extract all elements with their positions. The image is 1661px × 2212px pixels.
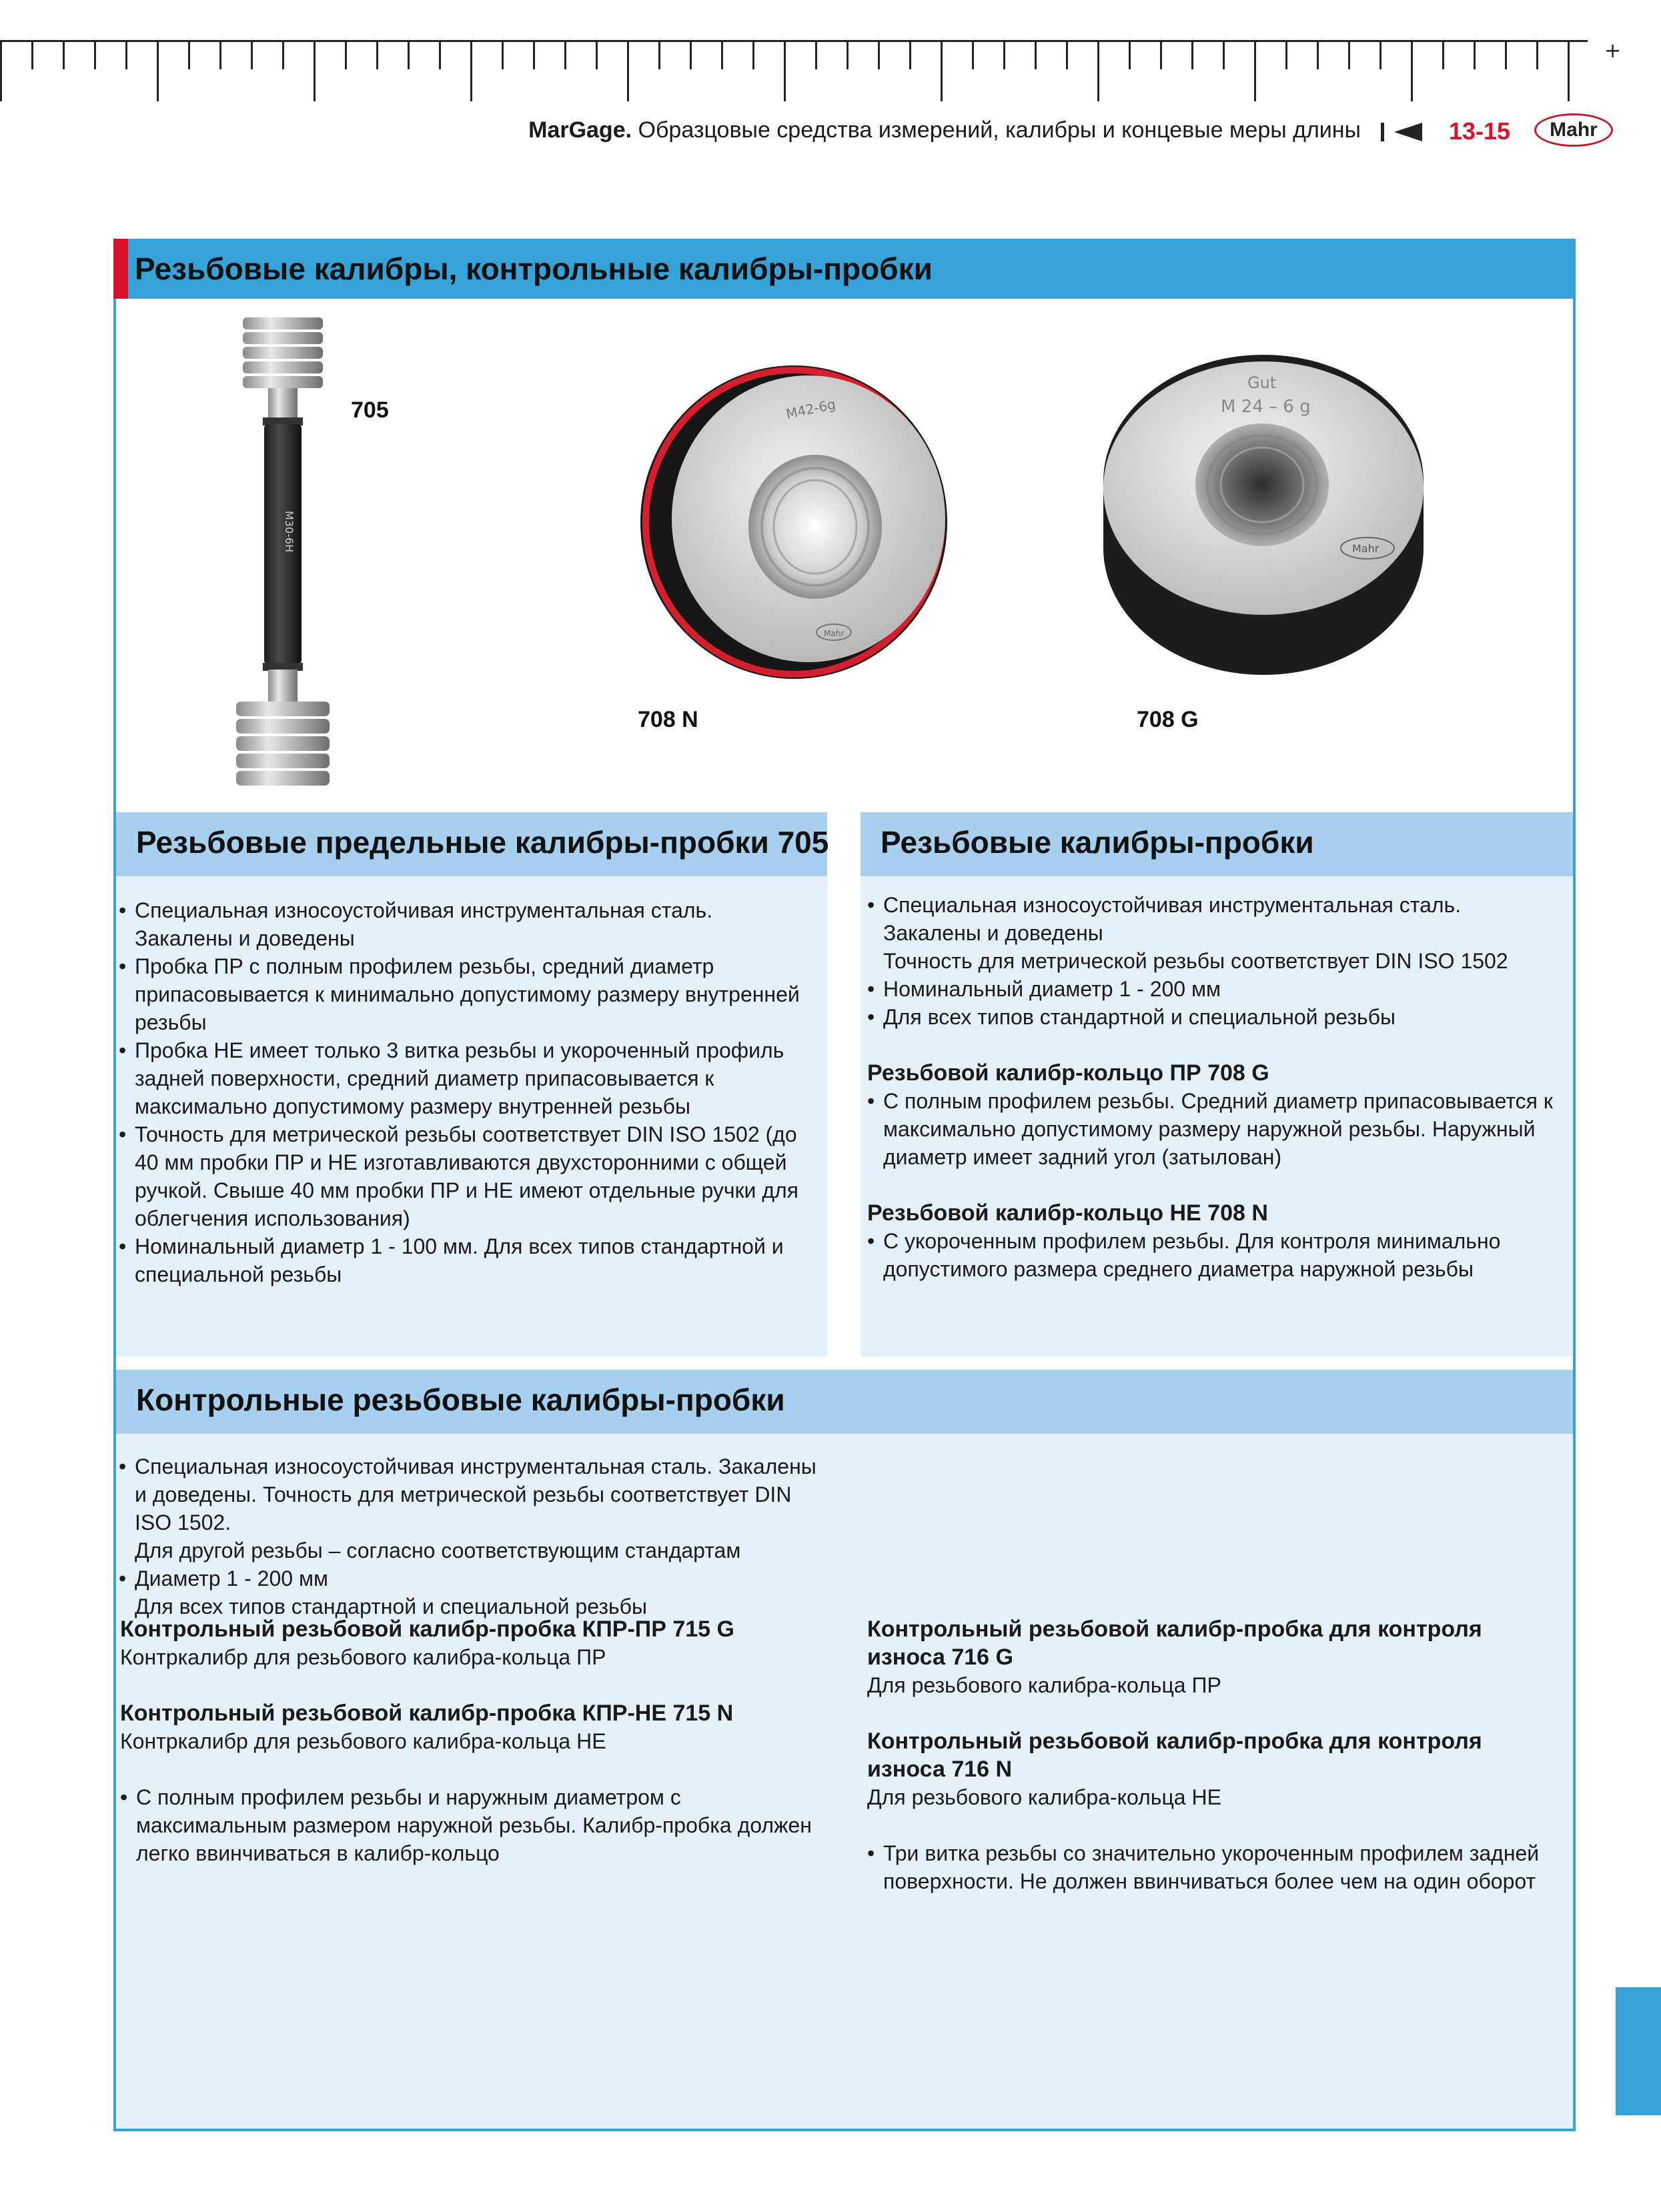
subheading: Резьбовой калибр-кольцо НЕ 708 N	[867, 1200, 1268, 1226]
ruler-tick	[533, 40, 535, 69]
panel-right-text	[867, 891, 1561, 1283]
list-item	[867, 891, 1561, 975]
list-item: • Пробка ПР с полным профилем резьбы, средний диаметр припасовывается к минимально допустимому размеру внутренней резьбы	[119, 952, 812, 1036]
list-item: • Номинальный диаметр 1 - 200 мм	[867, 975, 1561, 1003]
header-subtitle: Образцовые средства измерений, калибры и концевые меры длины	[632, 117, 1361, 143]
page-header	[0, 112, 1661, 152]
ruler-tick	[658, 40, 660, 69]
list-item	[119, 1564, 833, 1620]
plug-gauge-image	[229, 317, 336, 791]
panel-right-header	[861, 812, 1573, 876]
panel-left-header	[116, 812, 827, 876]
ruler-tick	[784, 40, 786, 101]
ruler-tick	[31, 40, 33, 69]
ruler-tick	[1379, 40, 1381, 69]
list-item: • Для всех типов стандартной и специальной резьбы	[867, 1003, 1561, 1031]
plug-engraving: M30-6H	[283, 511, 296, 553]
ruler-tick	[1285, 40, 1287, 69]
caption-705: 705	[351, 397, 389, 423]
ruler-tick	[157, 40, 159, 101]
ring-gauge-go-image	[1090, 348, 1437, 695]
panel-left-title: Резьбовые предельные калибры-пробки 705	[136, 825, 829, 860]
section-title-bar	[113, 239, 1576, 299]
ruler-tick	[63, 40, 65, 69]
ruler-tick	[94, 40, 96, 69]
bullet-text: Диаметр 1 - 200 мм	[135, 1566, 328, 1590]
chapter-tab	[1616, 1987, 1661, 2115]
ruler-tick	[596, 40, 598, 69]
ruler-tick	[1505, 40, 1507, 69]
subheading: Контрольный резьбовой калибр-пробка КПР-НЕ 715 N	[120, 1701, 734, 1726]
panel-bottom-intro	[119, 1452, 833, 1620]
list-item: • Номинальный диаметр 1 - 100 мм. Для всех типов стандартной и специальной резьбы	[119, 1232, 812, 1288]
ruler-tick	[251, 40, 253, 69]
panel-right	[861, 812, 1573, 1356]
ring-go-logo: Mahr	[1352, 542, 1379, 555]
ruler-tick	[1223, 40, 1225, 69]
ruler-tick	[909, 40, 911, 69]
bullet-text: Специальная износоустойчивая инструментальная сталь. Закалены и доведены. Точность для метрической резьбы соответствует DIN ISO 1502.	[135, 1454, 816, 1534]
ruler-tick	[972, 40, 974, 69]
ruler-tick	[376, 40, 378, 69]
ruler-tick	[219, 40, 221, 69]
left-bullets	[120, 1783, 827, 1867]
ruler-tick	[125, 40, 127, 69]
ruler-tick	[502, 40, 504, 69]
bullet-text: Специальная износоустойчивая инструментальная сталь. Закалены и доведены	[883, 893, 1462, 945]
back-arrow-icon	[1381, 121, 1441, 143]
panel-bottom-right-col	[867, 1615, 1561, 1895]
ruler-tick	[815, 40, 817, 69]
right-bullets	[867, 1839, 1561, 1895]
ruler-tick	[1411, 40, 1413, 101]
bullet-text-cont: Точность для метрической резьбы соответствует DIN ISO 1502	[883, 949, 1508, 973]
list-item	[119, 1452, 833, 1564]
ruler-tick	[1317, 40, 1319, 69]
ruler-tick	[1129, 40, 1131, 69]
ring-no-go-logo: Mahr	[824, 629, 845, 638]
list-item: • Точность для метрической резьбы соответствует DIN ISO 1502 (до 40 мм пробки ПР и НЕ изготавливаются двухсторонними с общей ручкой. Свыше 40 мм пробки ПР и НЕ имеют отдельные ручки для облегчения использования)	[119, 1120, 812, 1232]
ruler-tick	[564, 40, 566, 69]
mahr-logo: Mahr	[1534, 113, 1613, 147]
panel-left-bullets	[119, 896, 812, 1288]
ruler-tick	[752, 40, 754, 69]
subheading: Резьбовой калибр-кольцо ПР 708 G	[867, 1060, 1269, 1086]
ruler-tick	[1254, 40, 1256, 101]
title-accent	[113, 239, 128, 299]
list-item: • С полным профилем резьбы и наружным диаметром с максимальным размером наружной резьбы. Калибр-пробка должен легко ввинчиваться в калибр-кольцо	[120, 1783, 827, 1867]
ruler-tick	[314, 40, 316, 101]
ruler-tick	[1191, 40, 1193, 69]
ruler-tick	[0, 40, 2, 101]
ruler-tick	[1442, 40, 1444, 69]
ring-go-engraving: M 24 – 6 g	[1221, 397, 1311, 417]
ruler-tick	[1003, 40, 1005, 69]
ruler-tick	[941, 40, 943, 101]
ruler-tick	[878, 40, 880, 69]
intro-bullets	[119, 1452, 833, 1620]
subtext: Контркалибр для резьбового калибра-кольца НЕ	[120, 1729, 606, 1753]
ring-no-go-engraving: M42-6g	[784, 395, 837, 422]
ruler-tick	[345, 40, 347, 69]
header-title	[528, 117, 1361, 143]
ruler-tick	[721, 40, 723, 69]
list-item: • Пробка НЕ имеет только 3 витка резьбы и укороченный профиль задней поверхности, средний диаметр припасовывается к максимально допустимому размеру внутренней резьбы	[119, 1036, 812, 1120]
ruler-tick	[627, 40, 629, 101]
ruler-tick	[1474, 40, 1476, 69]
panel-right-bullets	[867, 891, 1561, 1031]
sub2-bullets	[867, 1227, 1561, 1283]
ring-go-engraving-top: Gut	[1247, 373, 1277, 392]
caption-708n: 708 N	[638, 707, 698, 732]
ruler-tick	[282, 40, 284, 69]
subheading: Контрольный резьбовой калибр-пробка для контроля износа 716 N	[867, 1729, 1482, 1782]
list-item: • С укороченным профилем резьбы. Для контроля минимально допустимого размера среднего диаметра наружной резьбы	[867, 1227, 1561, 1283]
ruler-tick	[188, 40, 190, 69]
subtext: Для резьбового калибра-кольца ПР	[867, 1673, 1221, 1697]
subheading: Контрольный резьбовой калибр-пробка для контроля износа 716 G	[867, 1616, 1482, 1670]
ruler-tick	[847, 40, 849, 69]
subtext: Для резьбового калибра-кольца НЕ	[867, 1785, 1221, 1809]
ruler-tick	[470, 40, 472, 101]
subheading: Контрольный резьбовой калибр-пробка КПР-ПР 715 G	[120, 1616, 734, 1642]
panel-bottom-title: Контрольные резьбовые калибры-пробки	[136, 1382, 785, 1417]
ruler-tick	[1066, 40, 1068, 69]
panel-right-title: Резьбовые калибры-пробки	[881, 825, 1314, 860]
ruler-tick	[1568, 40, 1570, 101]
list-item: • С полным профилем резьбы. Средний диаметр припасовывается к максимально допустимому размеру наружной резьбы. Наружный диаметр имеет задний угол (затылован)	[867, 1087, 1561, 1171]
ruler-tick	[1348, 40, 1350, 69]
ruler-tick	[1097, 40, 1099, 101]
sub1-bullets	[867, 1087, 1561, 1171]
list-item: • Три витка резьбы со значительно укороченным профилем задней поверхности. Не должен ввинчиваться более чем на один оборот	[867, 1839, 1561, 1895]
subtext: Контркалибр для резьбового калибра-кольца ПР	[120, 1645, 606, 1669]
ruler-tick	[690, 40, 692, 69]
panel-bottom-header	[116, 1370, 1573, 1434]
ruler-tick	[1160, 40, 1162, 69]
ruler-tick	[408, 40, 410, 69]
page-number: 13-15	[1449, 117, 1511, 145]
ruler-tick	[439, 40, 441, 69]
caption-708g: 708 G	[1137, 707, 1199, 732]
panel-bottom-left-col	[120, 1615, 827, 1867]
panel-left	[116, 812, 827, 1356]
panel-bottom	[116, 1370, 1573, 2129]
header-brand: MarGage.	[528, 117, 632, 143]
panel-left-text	[119, 896, 812, 1288]
bullet-text-cont: Для другой резьбы – согласно соответствующим стандартам	[135, 1538, 741, 1562]
list-item: • Специальная износоустойчивая инструментальная сталь. Закалены и доведены	[119, 896, 812, 952]
product-images	[116, 299, 1573, 812]
ruler-tick	[1035, 40, 1037, 69]
ring-gauge-no-go-image	[634, 352, 967, 686]
ruler-tick	[1536, 40, 1538, 69]
bullet-text-cont: Для всех типов стандартной и специальной резьбы	[135, 1594, 647, 1618]
plus-mark: +	[1604, 39, 1622, 63]
section-title: Резьбовые калибры, контрольные калибры-пробки	[135, 251, 933, 286]
ruler	[0, 40, 1588, 107]
